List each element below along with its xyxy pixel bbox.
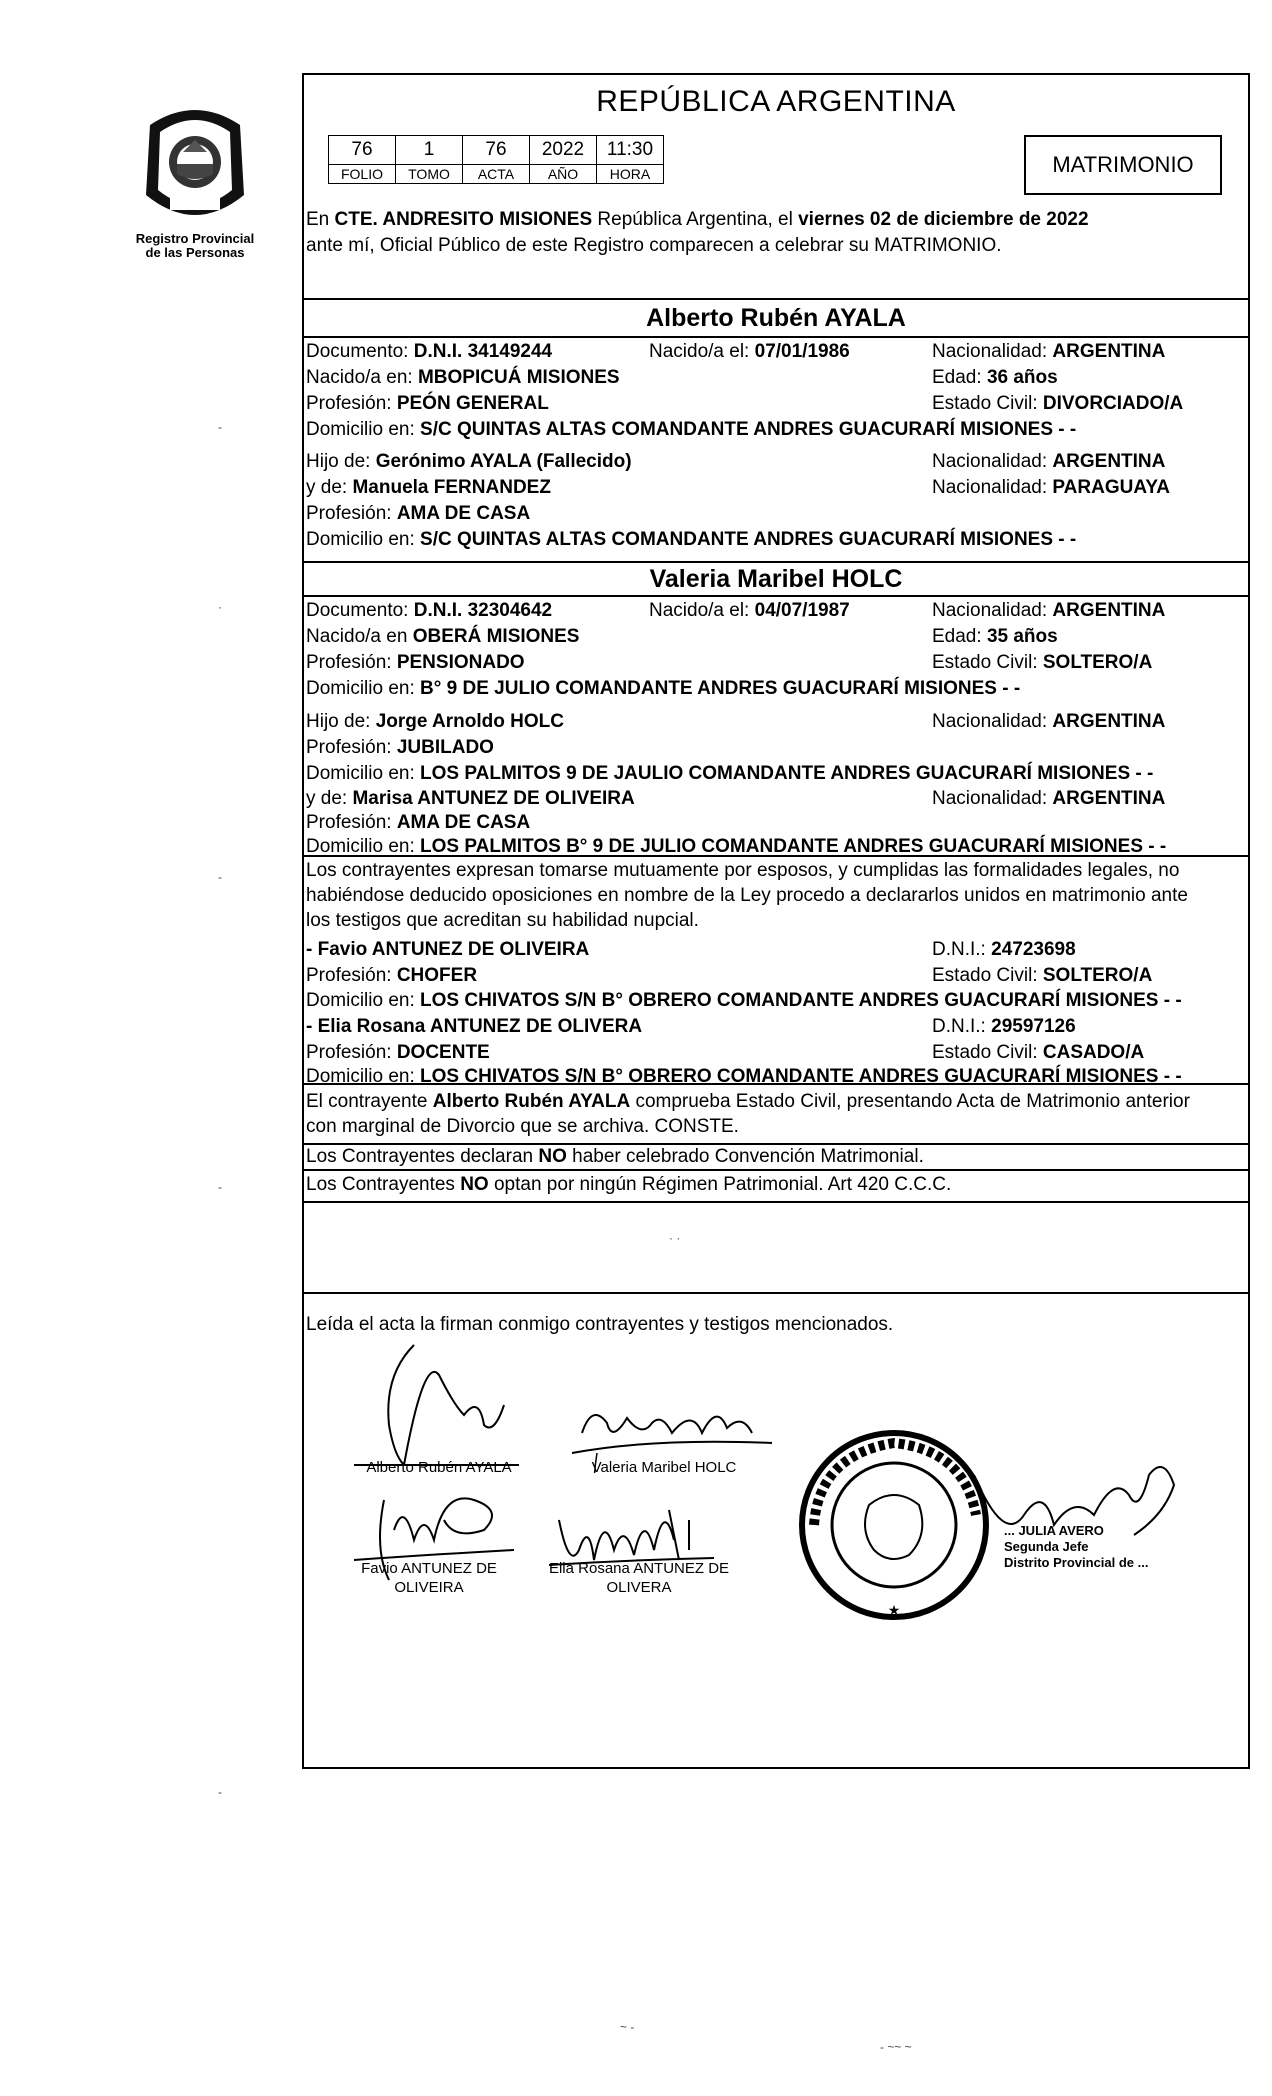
- intro-line-1: En CTE. ANDRESITO MISIONES República Argentina, el viernes 02 de diciembre de 2022: [306, 209, 1089, 230]
- bride-civil-status: Estado Civil: SOLTERO/A: [932, 652, 1153, 673]
- note-line-1: El contrayente Alberto Rubén AYALA comprueba Estado Civil, presentando Acta de Matrimonio anterior: [306, 1091, 1190, 1112]
- bride-father-nationality: Nacionalidad: ARGENTINA: [932, 711, 1166, 732]
- groom-name: Alberto Rubén AYALA: [646, 304, 906, 332]
- bride-nationality: Nacionalidad: ARGENTINA: [932, 600, 1166, 621]
- bride-name: Valeria Maribel HOLC: [649, 565, 903, 593]
- bride-birth-place: Nacido/a en OBERÁ MISIONES: [306, 626, 580, 647]
- acta-value: 76: [463, 136, 530, 165]
- bride-father-profession: Profesión: JUBILADO: [306, 737, 494, 758]
- witness-2-signature-caption: Elia Rosana ANTUNEZ DE OLIVERA: [548, 1560, 730, 1596]
- groom-birth-place: Nacido/a en: MBOPICUÁ MISIONES: [306, 367, 620, 388]
- bride-signature-caption: Valeria Maribel HOLC: [591, 1459, 737, 1476]
- note-line-2: con marginal de Divorcio que se archiva. CONSTE.: [306, 1116, 739, 1137]
- groom-nationality: Nacionalidad: ARGENTINA: [932, 341, 1166, 362]
- witness-2-civil-status: Estado Civil: CASADO/A: [932, 1042, 1145, 1063]
- bride-details-section: [304, 597, 1248, 857]
- bride-address: Domicilio en: B° 9 DE JULIO COMANDANTE ANDRES GUACURARÍ MISIONES - -: [306, 678, 1021, 699]
- witness-1-signature-caption: Favio ANTUNEZ DE OLIVEIRA: [361, 1560, 497, 1596]
- witness-2-dni: D.N.I.: 29597126: [932, 1016, 1076, 1037]
- bride-profession: Profesión: PENSIONADO: [306, 652, 525, 673]
- margin-mark: ·: [218, 600, 222, 614]
- witness-2-profession: Profesión: DOCENTE: [306, 1042, 490, 1063]
- bottom-speck: - ~~ ~: [880, 2040, 912, 2054]
- groom-profession: Profesión: PEÓN GENERAL: [306, 393, 549, 414]
- bride-father-address: Domicilio en: LOS PALMITOS 9 DE JAULIO COMANDANTE ANDRES GUACURARÍ MISIONES - -: [306, 763, 1154, 784]
- groom-address: Domicilio en: S/C QUINTAS ALTAS COMANDANTE ANDRES GUACURARÍ MISIONES - -: [306, 419, 1077, 440]
- folio-label: FOLIO: [329, 165, 396, 184]
- groom-father: Hijo de: Gerónimo AYALA (Fallecido): [306, 451, 632, 472]
- margin-mark: -: [218, 870, 222, 884]
- witness-2-name: - Elia Rosana ANTUNEZ DE OLIVERA: [306, 1016, 643, 1037]
- registry-logo: [130, 100, 260, 260]
- intro-line-2: ante mí, Oficial Público de este Registro comparecen a celebrar su MATRIMONIO.: [306, 235, 1002, 256]
- svg-text:★: ★: [887, 1602, 901, 1618]
- groom-mother-profession: Profesión: AMA DE CASA: [306, 503, 531, 524]
- witness-1-civil-status: Estado Civil: SOLTERO/A: [932, 965, 1153, 986]
- bride-mother: y de: Marisa ANTUNEZ DE OLIVEIRA: [306, 788, 635, 809]
- witness-1-profession: Profesión: CHOFER: [306, 965, 478, 986]
- groom-father-nationality: Nacionalidad: ARGENTINA: [932, 451, 1166, 472]
- marginal-note-section: [304, 1085, 1248, 1145]
- bride-name-section: [304, 563, 1248, 597]
- misiones-seal-icon: [140, 100, 250, 230]
- witness-1-dni: D.N.I.: 24723698: [932, 939, 1076, 960]
- margin-mark: -: [218, 1785, 222, 1799]
- registry-table: [328, 135, 664, 184]
- declaration-section: [304, 857, 1248, 1085]
- convention-line: Los Contrayentes declaran NO haber celebrado Convención Matrimonial.: [306, 1146, 924, 1167]
- tomo-label: TOMO: [396, 165, 463, 184]
- witness-1-name: - Favio ANTUNEZ DE OLIVEIRA: [306, 939, 590, 960]
- page-title: REPÚBLICA ARGENTINA: [596, 85, 956, 118]
- groom-mother: y de: Manuela FERNANDEZ: [306, 477, 551, 498]
- folio-value: 76: [329, 136, 396, 165]
- groom-doc: Documento: D.N.I. 34149244: [306, 341, 553, 362]
- groom-name-section: [304, 300, 1248, 338]
- official-name-stamp: ... JULIA AVERO Segunda Jefe Distrito Provincial de ...: [1004, 1523, 1149, 1570]
- patrimonial-line: Los Contrayentes NO optan por ningún Régimen Patrimonial. Art 420 C.C.C.: [306, 1174, 952, 1195]
- groom-mother-nationality: Nacionalidad: PARAGUAYA: [932, 477, 1170, 498]
- closing-statement: Leída el acta la firman conmigo contrayentes y testigos mencionados.: [306, 1314, 894, 1335]
- groom-signature-caption: Alberto Rubén AYALA: [366, 1459, 512, 1476]
- logo-caption: Registro Provincial de las Personas: [135, 231, 255, 260]
- time-value: 11:30: [597, 136, 664, 165]
- witness-1-address: Domicilio en: LOS CHIVATOS S/N B° OBRERO COMANDANTE ANDRES GUACURARÍ MISIONES - -: [306, 990, 1182, 1011]
- patrimonial-section: [304, 1171, 1248, 1203]
- groom-details-section: [304, 338, 1248, 563]
- certificate-frame: [302, 73, 1250, 1769]
- header-section: [304, 75, 1248, 300]
- record-type-box: MATRIMONIO: [1024, 135, 1222, 195]
- acta-label: ACTA: [463, 165, 530, 184]
- margin-mark: -: [218, 1180, 222, 1194]
- year-value: 2022: [530, 136, 597, 165]
- time-label: HORA: [597, 165, 664, 184]
- bride-age: Edad: 35 años: [932, 626, 1058, 647]
- groom-parents-address: Domicilio en: S/C QUINTAS ALTAS COMANDANTE ANDRES GUACURARÍ MISIONES - -: [306, 529, 1077, 550]
- margin-mark: -: [218, 420, 222, 434]
- bride-mother-address: Domicilio en: LOS PALMITOS B° 9 DE JULIO COMANDANTE ANDRES GUACURARÍ MISIONES - -: [306, 836, 1167, 857]
- bottom-speck: ~ -: [620, 2020, 635, 2034]
- groom-civil-status: Estado Civil: DIVORCIADO/A: [932, 393, 1184, 414]
- blank-section: [304, 1203, 1248, 1294]
- bride-mother-nationality: Nacionalidad: ARGENTINA: [932, 788, 1166, 809]
- declaration-line-1: Los contrayentes expresan tomarse mutuamente por esposos, y cumplidas las formalidades legales, no: [306, 860, 1180, 881]
- groom-age: Edad: 36 años: [932, 367, 1058, 388]
- bride-birth-date: Nacido/a el: 04/07/1987: [649, 600, 850, 621]
- convention-section: [304, 1145, 1248, 1171]
- groom-birth-date: Nacido/a el: 07/01/1986: [649, 341, 850, 362]
- tomo-value: 1: [396, 136, 463, 165]
- bride-doc: Documento: D.N.I. 32304642: [306, 600, 553, 621]
- declaration-line-2: habiéndose deducido oposiciones en nombre de la Ley procedo a declararlos unidos en matrimonio ante: [306, 885, 1188, 906]
- bride-father: Hijo de: Jorge Arnoldo HOLC: [306, 711, 564, 732]
- witness-2-address: Domicilio en: LOS CHIVATOS S/N B° OBRERO COMANDANTE ANDRES GUACURARÍ MISIONES - -: [306, 1066, 1182, 1087]
- scan-speck: · ·: [669, 1231, 681, 1245]
- bride-mother-profession: Profesión: AMA DE CASA: [306, 812, 531, 833]
- year-label: AÑO: [530, 165, 597, 184]
- declaration-line-3: los testigos que acreditan su habilidad nupcial.: [306, 910, 699, 931]
